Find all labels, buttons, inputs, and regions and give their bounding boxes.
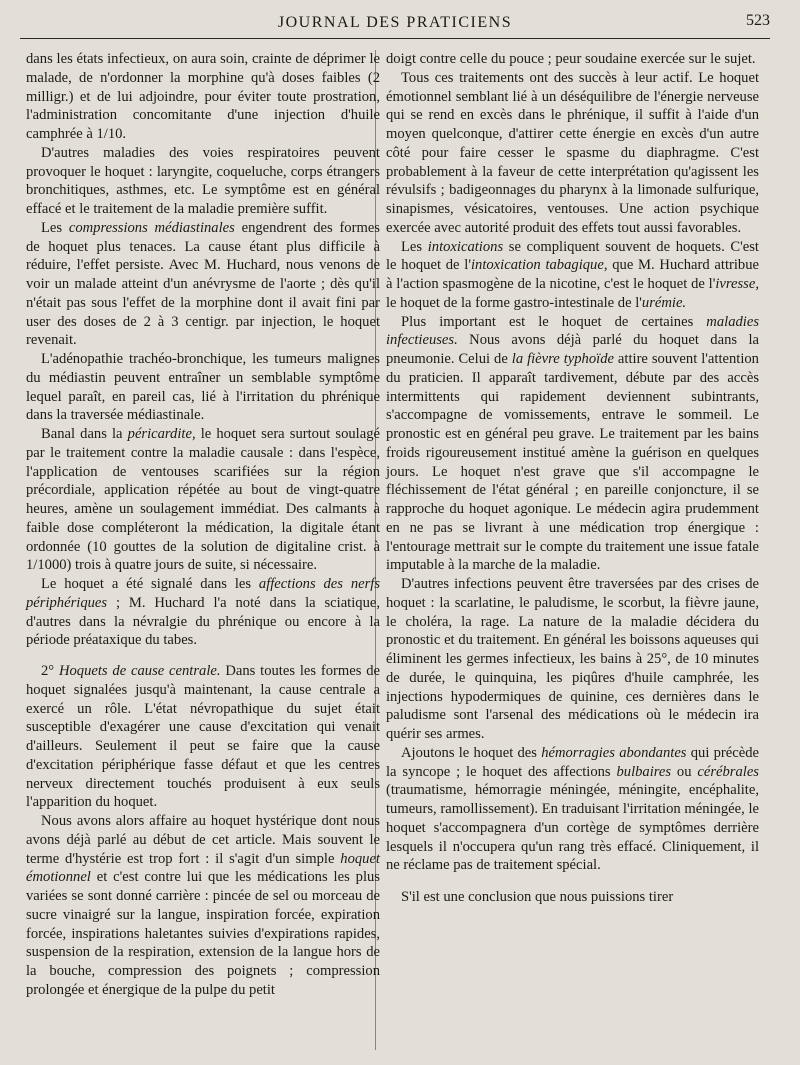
text-run: Les: [41, 219, 69, 236]
emphasis: la fièvre typhoïde: [511, 351, 614, 367]
emphasis: compressions médiastinales: [68, 219, 235, 236]
paragraph: [386, 744, 759, 875]
running-header: [20, 12, 770, 39]
text-run: se compliquent souvent de hoquets. C'est le hoquet de l': [386, 238, 759, 274]
paragraph: [26, 425, 380, 575]
paragraph: [26, 812, 380, 1000]
text-run: Banal dans la: [41, 426, 128, 442]
text-run: le hoquet sera surtout soulagé par le traitement contre la maladie causale : dans l'espèce, l'application de ventouses scarifiées sur la région précordiale, application répétée au bout de vingt-quatre heures, amène un soulagement immédiat. Des calmants à faible dose compléteront la médication, la digitale étant ordonnée (10 gouttes de la solution de digitaline crist. à 1/1000) trois à quatre jours de suite, si nécessaire.: [26, 426, 380, 574]
paragraph: [26, 219, 380, 350]
emphasis: bulbaires: [616, 763, 672, 780]
paragraph: [386, 313, 759, 576]
text-run: attire souvent l'attention du praticien. Il apparaît tardivement, débute par des accès intermittents qui rapidement deviennent subintrants, s'accompagne de vomissements, entrave le sommeil. Le pronostic est en général peu grave. Le traitement par les bains froids rigoureusement institué amène la guérison en quelques jours. Le hoquet n'est grave que s'il accompagne le fléchissement de l'état général ; en pareille conjoncture, il se rapproche du hoquet agonique. Le médecin agira prudemment en ne pas se livrant à une médication trop énergique : l'entourage mettrait sur le compte du traitement une issue fatale imputable à la marche de la maladie.: [386, 351, 759, 574]
text-run: Ajoutons le hoquet des: [401, 744, 542, 761]
emphasis: péricardite,: [127, 426, 196, 442]
emphasis: affections des nerfs périphériques: [26, 576, 381, 611]
right-column: [386, 50, 759, 907]
paragraph: D'autres maladies des voies respiratoires peuvent provoquer le hoquet : laryngite, coqueluche, corps étrangers bronchitiques, asthmes, etc. Le symptôme est en général effacé et le traitement de la maladie première suffit.: [26, 144, 380, 217]
text-run: le hoquet de la forme gastro-intestinale de l': [386, 294, 642, 311]
paragraph: S'il est une conclusion que nous puissions tirer: [401, 889, 674, 905]
text-run: Le hoquet a été signalé dans les: [41, 576, 259, 592]
text-run: qui précède la syncope ; le hoquet des affections: [386, 744, 759, 780]
emphasis: intoxication tabagique,: [470, 257, 608, 274]
text-run: ; M. Huchard l'a noté dans la sciatique, d'autres dans la névralgie du phrénique ou encore à la période préataxique du tabes.: [26, 594, 380, 649]
text-run: Plus important est le hoquet de certaines: [401, 313, 707, 330]
text-run: ou: [671, 763, 698, 780]
paragraph: [26, 575, 380, 650]
text-run: Nous avons alors affaire au hoquet hystérique dont nous avons déjà parlé au début de cet article. Mais souvent le terme d'hystérie est trop fort : il s'agit d'un simple: [26, 813, 380, 867]
text-run: et c'est contre lui que les médications les plus variées se sont donné carrière : pincée de sel ou morceau de sucre vinaigré sur la langue, inspiration forcée, expiration forcée, inspirations haletantes suivies d'expirations rapides, suspension de la respiration, extension de la langue hors de la bouche, compression des poignets ; compression prolongée et énergique de la pulpe du petit: [26, 869, 380, 998]
text-run: 2°: [41, 663, 59, 679]
emphasis: cérébrales: [697, 763, 759, 780]
text-run: que M. Huchard attribue à l'action spasmogène de la nicotine, c'est le hoquet de l': [386, 257, 759, 292]
left-column: [26, 50, 380, 1000]
text-run: Les: [401, 238, 428, 255]
emphasis: urémie.: [641, 294, 687, 311]
text-run: Nous avons déjà parlé du hoquet dans la pneumonie. Celui de: [386, 332, 759, 367]
emphasis: maladies infectieuses.: [386, 313, 759, 349]
emphasis: ivresse,: [715, 276, 759, 292]
text-run: engendrent des formes de hoquet plus tenaces. La cause étant plus difficile à réduire, l'effet persiste. Avec M. Huchard, nous venons de voir un malade atteint d'un anévrysme de l'aorte ; dès qu'il n'était pas sous l'effet de la morphine dont il avait fini par user des doses de 2 à 3 centigr. par injection, le hoquet revenait.: [26, 219, 380, 349]
page-number: 523: [746, 12, 770, 29]
paragraph: doigt contre celle du pouce ; peur soudaine exercée sur le sujet.: [386, 51, 756, 67]
emphasis: hoquet émotionnel: [26, 850, 380, 886]
paragraph: dans les états infectieux, on aura soin, crainte de déprimer le malade, de n'ordonner la morphine qu'à doses faibles (2 milligr.) et de lui adjoindre, pour éviter toute prostration, l'administration concomitante d'une injection d'huile camphrée à 1/10.: [26, 51, 380, 142]
text-run: (traumatisme, hémorragie méningée, méningite, encéphalite, tumeurs, ramollissement). En traduisant l'irritation méningée, le hoquet s'accompagnera d'un cortège de symptômes derrière lesquels il n'occupera qu'un rang très effacé. Cliniquement, il ne réclame pas de traitement spécial.: [386, 782, 759, 874]
paragraph: D'autres infections peuvent être traversées par des crises de hoquet : la scarlatine, le paludisme, le scorbut, la fièvre jaune, le choléra, la rage. La nature de la maladie décidera du pronostic et du traitement. En général les boissons aqueuses qui éliminent les germes infectieux, les bains à 25°, de 10 minutes de durée, le quinquina, les piqûres d'huile camphrée, les injections hypodermiques de quinine, ces dernières dans le paludisme sont l'arsenal des médications où le médecin ira quérir ses armes.: [386, 576, 759, 742]
section-heading-paragraph: [26, 662, 380, 812]
paragraph: Tous ces traitements ont des succès à leur actif. Le hoquet émotionnel semblant lié à un déséquilibre de l'énergie nerveuse qui se rend en excès dans le phrénique, il suffit à l'aide d'un moyen quelconque, d'attirer cette énergie en excès d'un autre côté pour faire cesser le spasme du diaphragme. C'est probablement à la faveur de cette interprétation qu'agissent les révulsifs ; badigeonnages du pharynx à la limonade sulfurique, sinapismes, vésicatoires, ventouses. Une action psychique exercée avec autorité produit des effets tout aussi favorables.: [386, 69, 759, 236]
emphasis: hémorragies abondantes: [541, 744, 687, 761]
paragraph: [386, 238, 759, 313]
text-run: Dans toutes les formes de hoquet signalées jusqu'à maintenant, la cause centrale a exercé un rôle. L'état névropathique du sujet était susceptible d'exagérer une cause d'excitation qui venait d'ailleurs. Seulement il peut se faire que la cause d'excitation périphérique fasse défaut et que les centres nerveux directement touchés produisent à eux seuls l'apparition du hoquet.: [26, 663, 380, 811]
section-heading: Hoquets de cause centrale.: [58, 663, 221, 679]
journal-title: JOURNAL DES PRATICIENS: [277, 14, 513, 31]
paragraph: L'adénopathie trachéo-bronchique, les tumeurs malignes du médiastin peuvent entraîner un semblable symptôme lequel paraît, en pareil cas, lié à l'irritation du phrénique dans la traversée médiastinale.: [26, 351, 380, 424]
emphasis: intoxications: [427, 238, 504, 255]
